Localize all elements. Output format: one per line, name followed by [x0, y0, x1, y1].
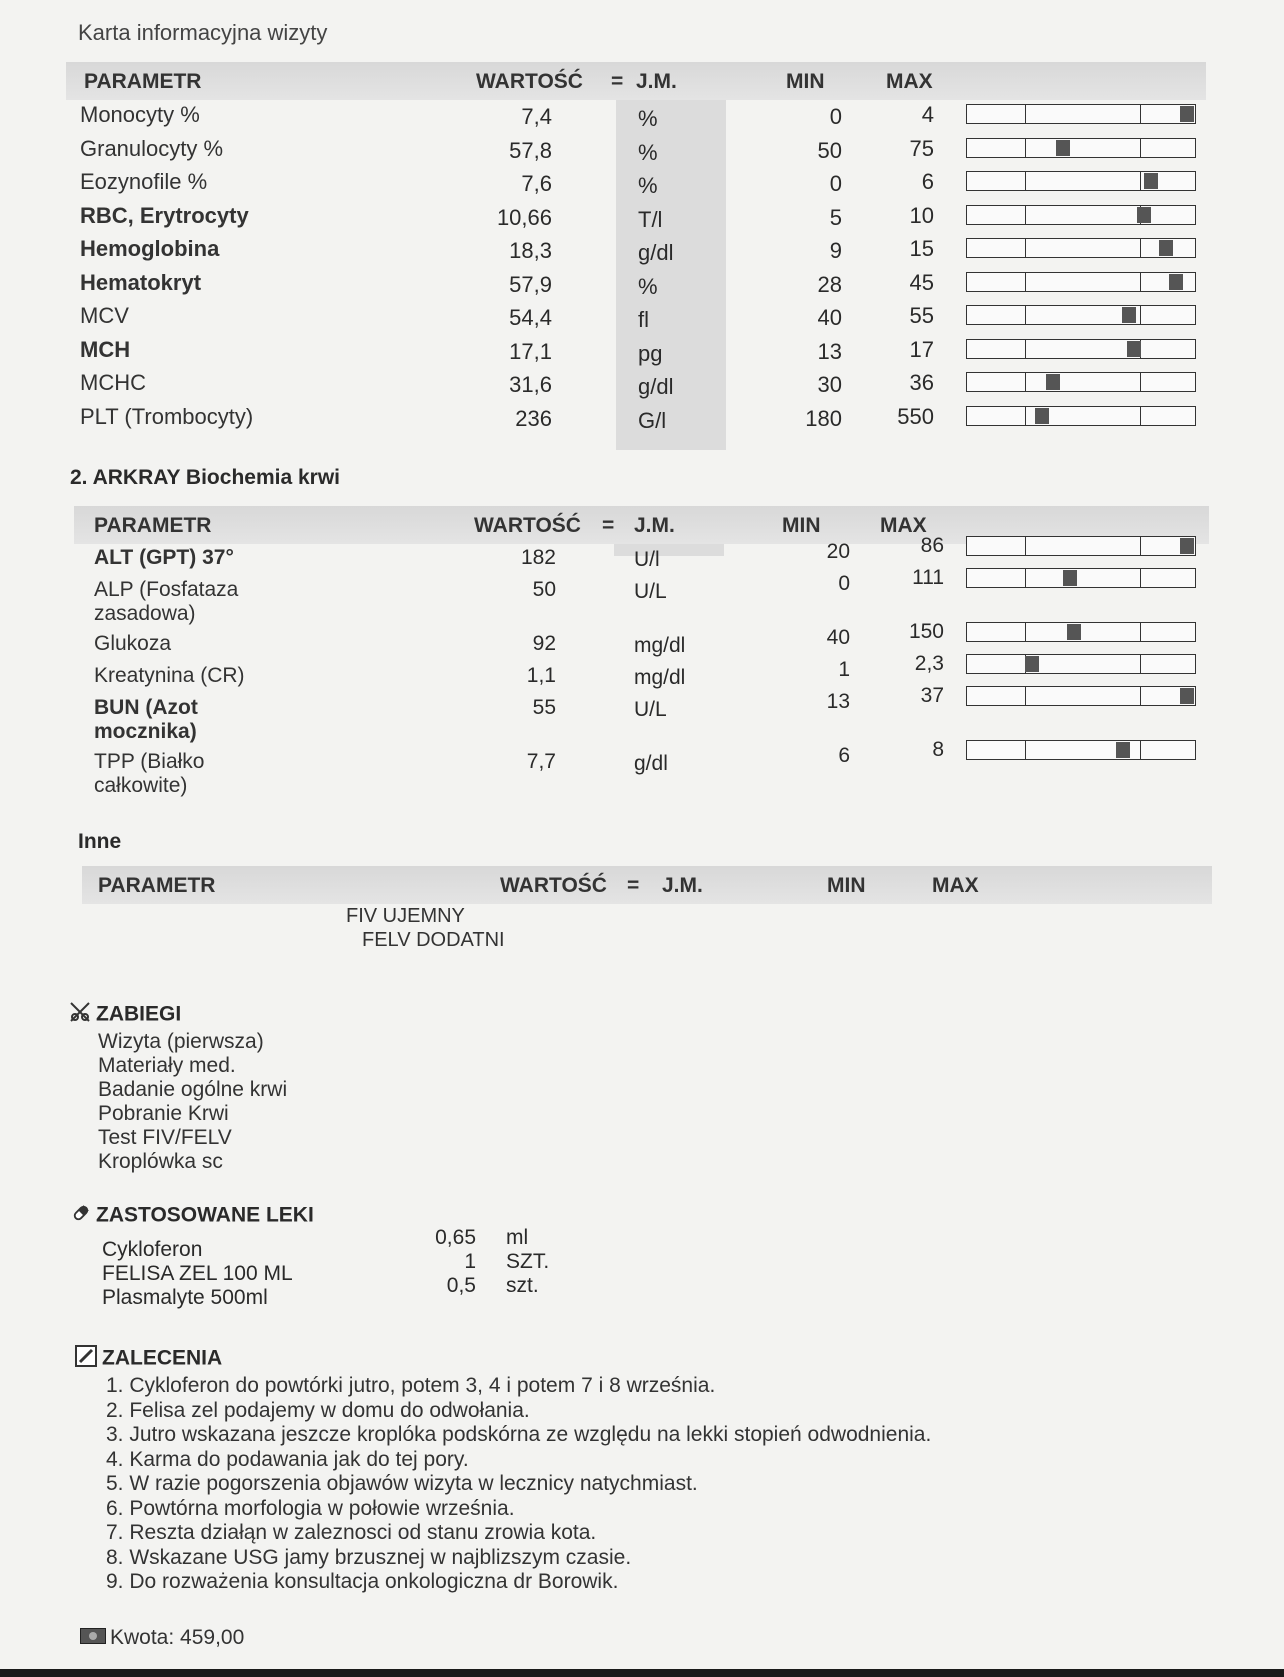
param-name: Glukoza	[94, 632, 172, 655]
range-divider	[1025, 407, 1027, 425]
drugs-list	[102, 1228, 602, 1318]
drug-name: Plasmalyte 500ml	[102, 1286, 268, 1309]
biochem-title: 2. ARKRAY Biochemia krwi	[70, 466, 340, 489]
range-divider	[1140, 105, 1142, 123]
header-unit: J.M.	[634, 514, 675, 537]
range-marker	[1035, 408, 1049, 424]
table-row	[74, 738, 1224, 802]
param-name-cont: całkowite)	[94, 774, 188, 797]
list-item: Badanie ogólne krwi	[98, 1078, 288, 1101]
pill-icon	[70, 1202, 92, 1230]
param-unit: %	[638, 139, 658, 165]
param-unit: U/L	[634, 698, 667, 721]
param-value: 17,1	[509, 338, 552, 364]
range-divider	[1025, 687, 1027, 705]
range-divider	[1140, 655, 1142, 673]
param-name: ALP (Fosfataza	[94, 578, 239, 601]
drug-unit: SZT.	[506, 1250, 550, 1273]
header-eq: =	[627, 874, 640, 897]
list-item: Pobranie Krwi	[98, 1102, 229, 1125]
range-bar	[966, 104, 1196, 124]
drug-qty: 0,5	[446, 1274, 476, 1297]
list-item: 2. Felisa zel podajemy w domu do odwołania.	[106, 1398, 530, 1422]
biochem-table	[74, 506, 1224, 806]
param-value: 54,4	[509, 305, 552, 330]
table-row	[66, 370, 1216, 402]
morphology-table	[66, 62, 1216, 452]
range-divider	[1025, 623, 1027, 641]
range-marker	[1144, 173, 1158, 189]
param-unit: G/l	[638, 407, 667, 433]
list-item: Wizyta (pierwsza)	[98, 1030, 264, 1053]
pencil-icon	[74, 1344, 98, 1374]
recommendations-title-text: ZALECENIA	[102, 1346, 223, 1370]
param-name-cont: mocznika)	[94, 720, 197, 743]
range-bar	[966, 406, 1196, 426]
header-value: WARTOŚĆ	[474, 514, 581, 537]
param-min: 40	[826, 626, 850, 649]
param-name: Hematokryt	[80, 269, 202, 295]
param-value: 57,8	[509, 137, 552, 163]
header-max: MAX	[886, 70, 933, 93]
range-divider	[1025, 306, 1027, 324]
param-min: 13	[826, 690, 850, 713]
param-unit: T/l	[638, 206, 663, 232]
param-max: 75	[909, 135, 934, 161]
param-name: Monocyty %	[80, 102, 200, 127]
header-value: WARTOŚĆ	[500, 874, 607, 897]
range-marker	[1180, 688, 1194, 704]
range-bar	[966, 305, 1196, 325]
range-divider	[1025, 340, 1027, 358]
param-max: 150	[908, 620, 944, 643]
param-min: 5	[829, 204, 842, 230]
range-divider	[1140, 569, 1142, 587]
procedures-title-text: ZABIEGI	[96, 1002, 182, 1026]
drug-name: FELISA ZEL 100 ML	[102, 1262, 293, 1285]
param-min: 0	[829, 104, 842, 129]
param-max: 111	[912, 566, 944, 589]
drug-unit: ml	[506, 1226, 529, 1249]
param-min: 0	[829, 171, 842, 196]
other-table	[82, 866, 1217, 906]
param-name: Eozynofile %	[80, 169, 208, 194]
range-marker	[1159, 240, 1173, 256]
param-name: MCHC	[80, 370, 146, 395]
range-bar	[966, 238, 1196, 258]
param-unit: g/dl	[638, 240, 674, 265]
range-divider	[1025, 139, 1027, 157]
other-title: Inne	[78, 830, 122, 853]
range-marker	[1169, 274, 1183, 290]
param-unit: g/dl	[634, 752, 668, 775]
range-divider	[1025, 569, 1027, 587]
param-min: 40	[817, 305, 842, 330]
param-name: BUN (Azot	[94, 696, 198, 719]
header-max: MAX	[880, 514, 927, 537]
drugs-title-text: ZASTOSOWANE LEKI	[96, 1203, 314, 1227]
list-item: 6. Powtórna morfologia w połowie września.	[106, 1496, 515, 1520]
procedures-title	[68, 1000, 181, 1030]
param-name: ALT (GPT) 37°	[94, 546, 234, 569]
param-unit: fl	[638, 307, 649, 332]
list-item	[102, 1226, 602, 1261]
param-value: 7,4	[521, 104, 552, 129]
header-param: PARAMETR	[98, 874, 216, 897]
table-row	[66, 337, 1216, 369]
param-name: MCV	[80, 303, 129, 328]
range-divider	[1025, 206, 1027, 224]
param-min: 1	[838, 658, 850, 681]
param-value: 182	[520, 546, 556, 569]
param-max: 37	[920, 684, 944, 707]
header-min: MIN	[786, 70, 825, 93]
param-min: 20	[826, 540, 850, 563]
param-name: TPP (Białko	[94, 750, 205, 773]
list-item: 4. Karma do podawania jak do tej pory.	[106, 1447, 469, 1471]
param-value: 55	[532, 696, 556, 719]
table-row	[66, 270, 1216, 302]
range-divider	[1025, 741, 1027, 759]
param-value: 7,6	[521, 171, 552, 196]
range-divider	[1140, 172, 1142, 190]
param-unit: %	[638, 173, 658, 198]
param-value: 1,1	[526, 664, 556, 687]
range-bar	[966, 272, 1196, 292]
table-row	[66, 169, 1216, 201]
param-unit: mg/dl	[634, 634, 686, 657]
param-unit: g/dl	[638, 374, 674, 399]
total-value: 459,00	[180, 1626, 245, 1649]
param-max: 6	[921, 169, 934, 194]
list-item: 9. Do rozważenia konsultacja onkologiczna dr Borowik.	[106, 1570, 619, 1593]
param-value: 236	[515, 405, 552, 431]
param-max: 4	[921, 102, 934, 127]
param-max: 17	[909, 336, 934, 362]
procedure-icon	[68, 1000, 92, 1030]
param-min: 6	[838, 744, 850, 767]
param-name: RBC, Erytrocyty	[80, 202, 249, 228]
drug-name: Cykloferon	[102, 1238, 203, 1261]
range-marker	[1067, 624, 1081, 640]
param-max: 45	[909, 269, 934, 295]
param-max: 55	[909, 303, 934, 328]
param-name: Granulocyty %	[80, 135, 224, 161]
range-divider	[1025, 537, 1027, 555]
list-item: 3. Jutro wskazana jeszcze kroplóka podskórna ze względu na lekki stopień odwodnienia.	[106, 1423, 932, 1446]
range-bar	[966, 740, 1196, 760]
drug-qty: 0,65	[435, 1226, 476, 1249]
range-divider	[1140, 741, 1142, 759]
table-row	[66, 404, 1216, 436]
param-max: 10	[909, 202, 934, 228]
param-min: 28	[817, 271, 842, 297]
range-bar	[966, 339, 1196, 359]
list-item: 8. Wskazane USG jamy brzusznej w najblizszym czasie.	[106, 1545, 632, 1569]
range-bar	[966, 654, 1196, 674]
range-divider	[1025, 373, 1027, 391]
table-row	[66, 236, 1216, 268]
table-header	[82, 866, 1212, 904]
range-divider	[1140, 623, 1142, 641]
range-bar	[966, 536, 1196, 556]
list-item	[102, 1250, 602, 1285]
document-title: Karta informacyjna wizyty	[78, 20, 328, 45]
param-name: PLT (Trombocyty)	[80, 403, 254, 429]
param-max: 2,3	[914, 652, 944, 675]
param-value: 50	[532, 578, 556, 601]
range-divider	[1140, 239, 1142, 257]
param-value: 57,9	[509, 271, 552, 297]
param-value: 10,66	[496, 204, 552, 230]
header-min: MIN	[827, 874, 866, 897]
param-min: 50	[817, 137, 842, 163]
table-row	[66, 102, 1216, 134]
total-label: Kwota:	[110, 1626, 175, 1649]
range-bar	[966, 138, 1196, 158]
range-marker	[1127, 341, 1141, 357]
range-marker	[1180, 538, 1194, 554]
range-bar	[966, 622, 1196, 642]
total-amount	[80, 1626, 244, 1650]
header-param: PARAMETR	[84, 70, 202, 93]
param-name-cont: zasadowa)	[94, 602, 196, 625]
param-name: Kreatynina (CR)	[94, 664, 245, 687]
header-value: WARTOŚĆ	[476, 70, 583, 93]
table-header	[66, 62, 1206, 100]
range-divider	[1140, 407, 1142, 425]
table-row	[66, 136, 1216, 168]
list-item: Materiały med.	[98, 1054, 236, 1077]
list-item: Kroplówka sc	[98, 1150, 223, 1173]
param-min: 13	[817, 338, 842, 364]
header-unit: J.M.	[662, 874, 703, 897]
range-divider	[1140, 306, 1142, 324]
param-min: 9	[829, 238, 842, 263]
table-row	[66, 203, 1216, 235]
param-name: Hemoglobina	[80, 236, 220, 261]
range-marker	[1122, 307, 1136, 323]
header-param: PARAMETR	[94, 514, 212, 537]
result-fiv: FIV UJEMNY	[346, 905, 465, 927]
param-max: 15	[909, 236, 934, 261]
header-max: MAX	[932, 874, 979, 897]
range-divider	[1025, 172, 1027, 190]
procedures-list	[98, 1030, 287, 1174]
param-max: 36	[909, 370, 934, 395]
range-marker	[1116, 742, 1130, 758]
range-divider	[1140, 687, 1142, 705]
range-bar	[966, 372, 1196, 392]
param-name: MCH	[80, 336, 131, 362]
header-unit: J.M.	[636, 70, 677, 93]
param-min: 0	[838, 572, 850, 595]
range-marker	[1046, 374, 1060, 390]
param-max: 550	[897, 403, 934, 429]
range-bar	[966, 568, 1196, 588]
range-marker	[1063, 570, 1077, 586]
param-min: 30	[817, 372, 842, 397]
list-item: 5. W razie pogorszenia objawów wizyta w lecznicy natychmiast.	[106, 1472, 698, 1495]
cash-icon	[80, 1626, 106, 1650]
range-marker	[1180, 106, 1194, 122]
table-row	[66, 303, 1216, 335]
result-felv: FELV DODATNI	[362, 929, 505, 951]
range-divider	[1025, 105, 1027, 123]
header-min: MIN	[782, 514, 821, 537]
range-divider	[1140, 537, 1142, 555]
param-unit: U/L	[634, 580, 667, 603]
param-max: 8	[932, 738, 944, 761]
param-value: 18,3	[509, 238, 552, 263]
drugs-title	[70, 1202, 314, 1230]
param-value: 92	[532, 632, 556, 655]
page-edge	[0, 1669, 1284, 1677]
range-marker	[1025, 656, 1039, 672]
range-divider	[1140, 373, 1142, 391]
other-results	[346, 904, 505, 952]
param-value: 31,6	[509, 372, 552, 397]
param-unit: U/l	[634, 548, 660, 571]
list-item	[102, 1274, 602, 1309]
range-bar	[966, 205, 1196, 225]
drug-qty: 1	[464, 1250, 476, 1273]
param-unit: pg	[638, 340, 663, 366]
range-divider	[1140, 273, 1142, 291]
recommendations-title	[74, 1344, 222, 1374]
param-max: 86	[920, 534, 944, 557]
param-value: 7,7	[526, 750, 556, 773]
param-min: 180	[805, 405, 842, 431]
range-bar	[966, 171, 1196, 191]
range-bar	[966, 686, 1196, 706]
drug-unit: szt.	[506, 1274, 539, 1297]
range-divider	[1025, 239, 1027, 257]
list-item: 1. Cykloferon do powtórki jutro, potem 3, 4 i potem 7 i 8 września.	[106, 1374, 716, 1397]
list-item: Test FIV/FELV	[98, 1126, 232, 1149]
range-divider	[1140, 139, 1142, 157]
header-eq: =	[611, 70, 624, 93]
recommendations-list	[106, 1374, 931, 1595]
range-divider	[1025, 273, 1027, 291]
param-unit: %	[638, 273, 658, 299]
range-marker	[1056, 140, 1070, 156]
param-unit: mg/dl	[634, 666, 686, 689]
param-unit: %	[638, 106, 658, 131]
list-item: 7. Reszta działąn w zaleznosci od stanu zrowia kota.	[106, 1521, 597, 1544]
header-eq: =	[602, 514, 615, 537]
range-marker	[1137, 207, 1151, 223]
